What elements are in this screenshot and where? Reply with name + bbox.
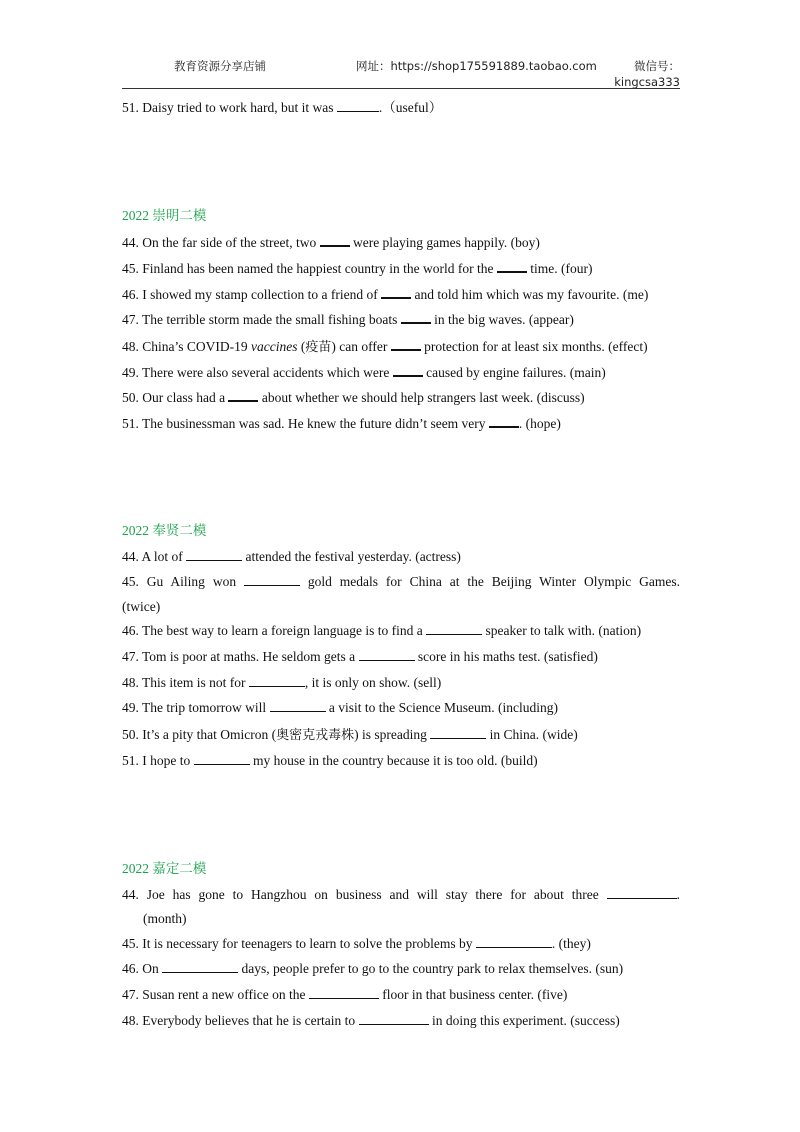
s2-question-47: 47. Tom is poor at maths. He seldom gets a score in his maths test. (satisfied) [122,649,598,664]
page-header [122,56,680,88]
s3-question-47: 47. Susan rent a new office on the floor in that business center. (five) [122,987,568,1002]
s1-question-48: 48. China’s COVID-19 vaccines (疫苗) can offer protection for at least six months. (effect) [122,339,648,355]
header-divider [122,88,680,89]
s2-question-45-cont: (twice) [122,599,161,614]
s3-question-46: 46. On days, people prefer to go to the country park to relax themselves. (sun) [122,961,624,976]
shop-url: 网址：https://shop175591889.taobao.com [356,59,597,73]
s1-question-45: 45. Finland has been named the happiest country in the world for the time. (four) [122,261,593,276]
s3-question-44-cont: (month) [143,911,187,926]
section-title-chongming: 2022 崇明二模 [122,208,207,223]
wechat-id: kingcsa333 [614,75,680,89]
s1-question-51: 51. The businessman was sad. He knew the future didn’t seem very . (hope) [122,416,561,431]
wechat-info [614,58,680,90]
wechat-label: 微信号： [634,59,680,73]
s1-question-47: 47. The terrible storm made the small fishing boats in the big waves. (appear) [122,312,574,327]
s2-question-48: 48. This item is not for , it is only on show. (sell) [122,675,442,690]
s1-question-44: 44. On the far side of the street, two were playing games happily. (boy) [122,235,540,250]
s2-question-51: 51. I hope to my house in the country because it is too old. (build) [122,753,538,768]
s3-question-48: 48. Everybody believes that he is certain to in doing this experiment. (success) [122,1013,620,1028]
s1-question-46: 46. I showed my stamp collection to a friend of and told him which was my favourite. (me) [122,287,649,302]
s1-question-49: 49. There were also several accidents which were caused by engine failures. (main) [122,365,606,380]
s1-question-50: 50. Our class had a about whether we should help strangers last week. (discuss) [122,390,585,405]
s3-question-45: 45. It is necessary for teenagers to learn to solve the problems by . (they) [122,936,591,951]
s2-question-50: 50. It’s a pity that Omicron (奥密克戎毒株) is spreading in China. (wide) [122,727,578,743]
shop-name: 教育资源分享店铺 [174,59,266,73]
section-title-jiading: 2022 嘉定二模 [122,861,207,876]
s2-question-44: 44. A lot of attended the festival yesterday. (actress) [122,549,461,564]
s2-question-45: 45. Gu Ailing won gold medals for China at the Beijing Winter Olympic Games. [122,574,681,589]
question-51-top: 51. Daisy tried to work hard, but it was .（useful） [122,100,443,115]
section-title-fengxian: 2022 奉贤二模 [122,523,207,538]
s3-question-44: 44. Joe has gone to Hangzhou on business and will stay there for about three . [122,887,680,902]
s2-question-46: 46. The best way to learn a foreign language is to find a speaker to talk with. (nation) [122,623,642,638]
s2-question-49: 49. The trip tomorrow will a visit to the Science Museum. (including) [122,700,558,715]
